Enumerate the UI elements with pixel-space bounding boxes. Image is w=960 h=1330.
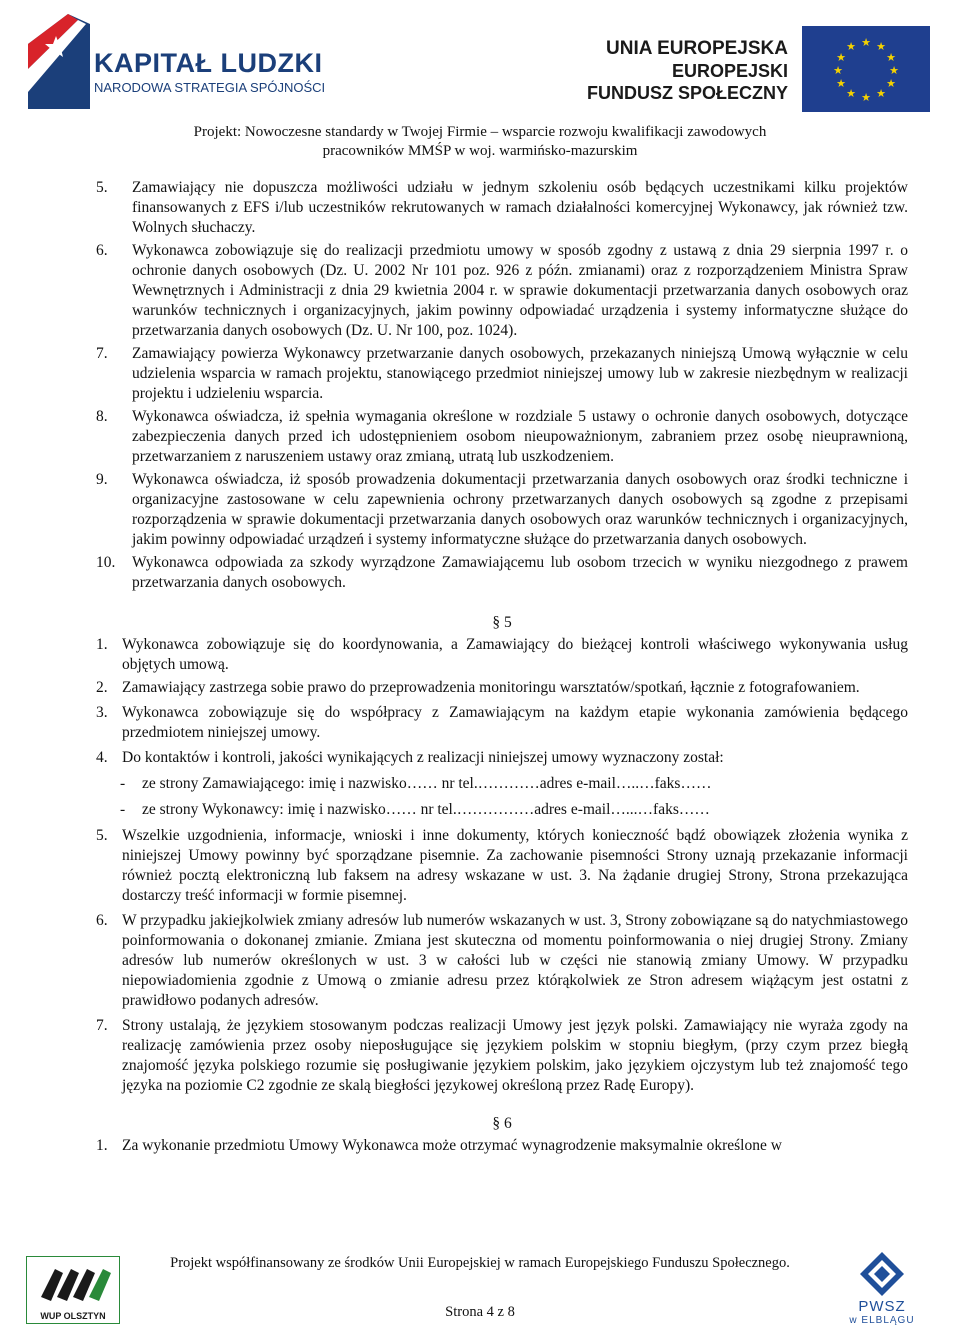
svg-text:★: ★	[846, 87, 856, 100]
list-item	[96, 635, 908, 675]
list-item	[96, 748, 908, 768]
item-number: 5.	[96, 827, 108, 844]
list-item	[96, 553, 908, 593]
svg-text:★: ★	[861, 36, 871, 49]
pwsz-elblag-logo	[834, 1250, 930, 1326]
pwsz-sublabel: w ELBLĄGU	[849, 1315, 915, 1326]
kapital-ludzki-subtitle: NARODOWA STRATEGIA SPÓJNOŚCI	[94, 80, 326, 95]
item-number: 1.	[96, 1137, 108, 1154]
item-number: 2.	[96, 679, 108, 696]
kapital-ludzki-logo	[28, 14, 328, 114]
item-number: 4.	[96, 749, 108, 766]
item-number: 9.	[96, 471, 108, 488]
list-item	[96, 1136, 908, 1156]
item-number: 7.	[96, 345, 108, 362]
contact-line-ordering	[96, 774, 908, 794]
item-text: Za wykonanie przedmiotu Umowy Wykonawca może otrzymać wynagrodzenie maksymalnie określone w	[122, 1137, 782, 1154]
kapital-ludzki-title: KAPITAŁ LUDZKI	[94, 48, 323, 78]
svg-text:★: ★	[833, 64, 843, 77]
section-5-title: § 5	[492, 614, 512, 631]
ue-line-1: UNIA EUROPEJSKA	[606, 38, 788, 59]
svg-text:★: ★	[876, 40, 886, 53]
dash-marker: -	[120, 775, 126, 792]
list-item	[96, 703, 908, 743]
item-text: Zamawiający nie dopuszcza możliwości udziału w jednym szkoleniu osób będących uczestnikami kilku projektów finansowanych z EFS i/lub uczestników rekrutowanych w ramach działalności komercyjnej Wykonawcy, jak również tzw. Wolnych słuchaczy.	[132, 179, 908, 236]
contact-text: ze strony Zamawiającego: imię i nazwisko…… nr tel.…………adres e-mail…..…faks……	[142, 775, 712, 792]
item-number: 1.	[96, 636, 108, 653]
item-text: Strony ustalają, że językiem stosowanym podczas realizacji Umowy jest język polski. Zamawiający nie wyraża zgody na realizację zamówienia przez osoby nieposługujące się językiem polskim w stopniu biegłym, (przy czym przez biegłą znajomość języka polskiego rozumie się posługiwanie językiem polskim, jako językiem ojczystym lub też znajomość tego języka na poziomie C2 zgodnie ze skalą biegłości językowej określoną przez Radę Europy).	[122, 1017, 908, 1094]
page-number: Strona 4 z 8	[445, 1304, 515, 1320]
eu-flag-icon	[802, 26, 930, 112]
item-number: 6.	[96, 242, 108, 259]
contact-line-contractor	[96, 800, 908, 820]
svg-text:★: ★	[876, 87, 886, 100]
list-item	[96, 241, 908, 341]
item-text: Wykonawca zobowiązuje się do współpracy z Zamawiającym na każdym etapie wykonania zamówienia będącego przedmiotem niniejszej umowy.	[122, 704, 908, 741]
item-number: 6.	[96, 912, 108, 929]
list-item	[96, 678, 908, 698]
list-item	[96, 344, 908, 404]
ue-fund-text	[587, 38, 788, 104]
item-text: Zamawiający powierza Wykonawcy przetwarzanie danych osobowych, przekazanych niniejszą Umową wyłącznie w celu udzielenia wsparcia w ramach projektu, stanowiącego przedmiot niniejszej umowy lub w zakresie niezbędnym w realizacji projektu i udzieleniu wsparcia.	[132, 345, 908, 402]
item-number: 3.	[96, 704, 108, 721]
item-text: Wykonawca odpowiada za szkody wyrządzone Zamawiającemu lub osobom trzecich w wyniku niezgodnego z prawem przetwarzania danych osobowych.	[132, 554, 908, 591]
list-item	[96, 911, 908, 1011]
svg-text:★: ★	[846, 40, 856, 53]
item-text: Wykonawca oświadcza, iż spełnia wymagania określone w rozdziale 5 ustawy o ochronie danych osobowych, dotyczące zabezpieczenia danych przed ich udostępnieniem osobom nieupoważnionym, zabraniem przez osobę nieuprawnioną, przetwarzaniem z naruszeniem ustawy oraz zmianą, utratą lub uszkodzeniem.	[132, 408, 908, 465]
page-header	[0, 0, 960, 170]
svg-text:★: ★	[886, 51, 896, 64]
item-text: Wykonawca zobowiązuje się do koordynowania, a Zamawiający do bieżącej kontroli właściwego wykonywania usług objętych umową.	[122, 636, 908, 673]
pwsz-label: PWSZ	[858, 1298, 906, 1315]
item-number: 5.	[96, 179, 108, 196]
list-item	[96, 470, 908, 550]
item-text: Wszelkie uzgodnienia, informacje, wnioski i inne dokumenty, których konieczność bądź obowiązek złożenia wynika z niniejszej Umowy powinny być sporządzane pisemnie. Za zachowanie pisemności Strony uznają przekazanie informacji również pocztą elektroniczną lub faksem na adresy wskazane w ust. 3. Na żądanie drugiej Strony, Strona przekazująca dostarczy treść informacji w formie pisemnej.	[122, 827, 908, 904]
dash-marker: -	[120, 801, 126, 818]
item-number: 10.	[96, 554, 116, 571]
item-number: 8.	[96, 408, 108, 425]
svg-text:★: ★	[836, 77, 846, 90]
list-item	[96, 1016, 908, 1096]
svg-text:★: ★	[836, 51, 846, 64]
wup-emblem-icon	[27, 1257, 119, 1307]
item-text: Zamawiający zastrzega sobie prawo do przeprowadzenia monitoringu warsztatów/spotkań, łącznie z fotografowaniem.	[122, 679, 860, 696]
kapital-ludzki-flag-icon	[28, 14, 90, 114]
list-item	[96, 407, 908, 467]
list-item	[96, 826, 908, 906]
funding-footer: Projekt współfinansowany ze środków Unii Europejskiej w ramach Europejskiego Funduszu Społecznego.	[170, 1255, 790, 1271]
pwsz-emblem-icon	[834, 1250, 930, 1298]
svg-text:★: ★	[886, 77, 896, 90]
project-title-line-1: Projekt: Nowoczesne standardy w Twojej Firmie – wsparcie rozwoju kwalifikacji zawodowych	[193, 124, 767, 140]
section-6-title: § 6	[492, 1115, 512, 1132]
ue-line-3: FUNDUSZ SPOŁECZNY	[586, 83, 788, 103]
item-text: Wykonawca oświadcza, iż sposób prowadzenia dokumentacji przetwarzania danych osobowych oraz środki techniczne i organizacyjne zastosowane w celu zapewnienia ochrony przetwarzanych danych osobowych są zgodne z przepisami rozporządzenia w sprawie dokumentacji przetwarzania danych osobowych oraz warunków technicznych i organizacyjnych, jakim powinny odpowiadać urządzeń i systemy informatyczne służące do przetwarzania danych osobowych.	[132, 471, 908, 548]
svg-text:★: ★	[861, 91, 871, 104]
list-item	[96, 178, 908, 238]
item-number: 7.	[96, 1017, 108, 1034]
contact-text: ze strony Wykonawcy: imię i nazwisko…… nr tel.……………adres e-mail…...…faks……	[142, 801, 710, 818]
document-body	[96, 178, 908, 1156]
svg-text:★: ★	[889, 64, 899, 77]
wup-label: WUP OLSZTYN	[40, 1311, 106, 1321]
ue-line-2: EUROPEJSKI	[671, 61, 788, 81]
item-text: Do kontaktów i kontroli, jakości wynikających z realizacji niniejszej umowy wyznaczony został:	[122, 749, 724, 766]
item-text: W przypadku jakiejkolwiek zmiany adresów lub numerów wskazanych w ust. 3, Strony zobowiązane są do natychmiastowego poinformowania o dokonanej zmianie. Zmiana jest skuteczna od momentu poinformowania o niej drugiej Strony. Zmiany adresów lub numerów określonych w ust. 3 w całości lub w części nie stanowią zmiany Umowy. W przypadku niepowiadomienia zgodnie z Umową o zmianie adresu przez którąkolwiek ze Stron adresem wiążącym jest ostatni z prawidłowo podanych adresów.	[122, 912, 908, 1009]
item-text: Wykonawca zobowiązuje się do realizacji przedmiotu umowy w sposób zgodny z ustawą z dnia 29 sierpnia 1997 r. o ochronie danych osobowych (Dz. U. 2002 Nr 101 poz. 926 z późn. zmianami) oraz z rozporządzeniem Ministra Spraw Wewnętrznych i Administracji z dnia 29 kwietnia 2004 r. w sprawie dokumentacji przetwarzania danych osobowych oraz warunków technicznych i organizacyjnych, jakim powinny odpowiadać urządzenia i systemy informatyczne służące do przetwarzania danych osobowych (Dz. U. Nr 100, poz. 1024).	[132, 242, 908, 339]
project-title-line-2: pracowników MMŚP w woj. warmińsko-mazurskim	[322, 143, 638, 159]
